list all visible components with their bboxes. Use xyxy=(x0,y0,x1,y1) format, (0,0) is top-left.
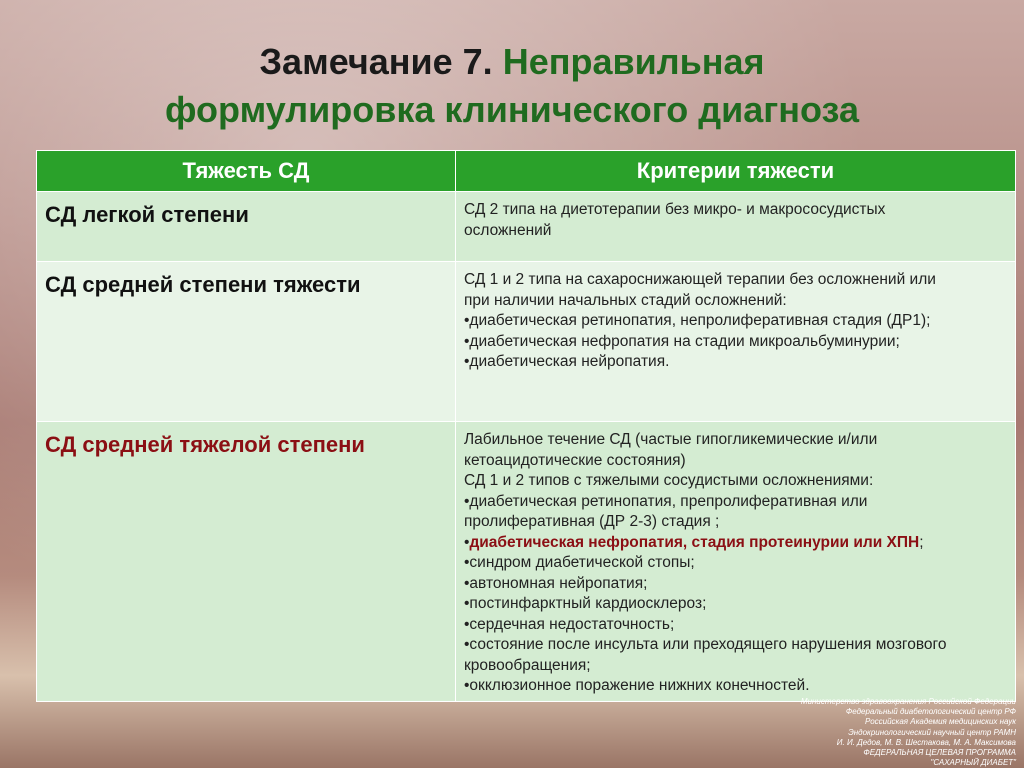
criteria-line: •диабетическая ретинопатия, непролиферативная стадия (ДР1); xyxy=(464,312,931,329)
criteria-line: •окклюзионное поражение нижних конечностей. xyxy=(464,677,810,694)
criteria-line: кровообращения; xyxy=(464,656,591,674)
criteria-line: СД 2 типа на диетотерапии без микро- и макрососудистых xyxy=(464,201,886,218)
header-severity: Тяжесть СД xyxy=(37,151,456,192)
table-row xyxy=(37,262,1016,422)
criteria-line-highlight xyxy=(464,533,1007,554)
title-line-2: формулировка клинического диагноза xyxy=(165,89,859,130)
criteria-line: СД 1 и 2 типов с тяжелыми сосудистыми осложнениями: xyxy=(464,472,874,489)
row-criteria-moderate xyxy=(456,262,1016,422)
row-criteria-severe xyxy=(456,422,1016,702)
row-label-severe: СД средней тяжелой степени xyxy=(37,422,456,702)
table-row xyxy=(37,422,1016,702)
severity-table xyxy=(36,150,1016,702)
highlight-tail: ; xyxy=(919,533,924,551)
criteria-line: •диабетическая нефропатия на стадии микроальбуминурии; xyxy=(464,332,900,350)
criteria-line: •постинфарктный кардиосклероз; xyxy=(464,595,707,612)
criteria-line: •состояние после инсульта или преходящего нарушения мозгового xyxy=(464,636,947,653)
criteria-line: •сердечная недостаточность; xyxy=(464,615,675,633)
header-criteria: Критерии тяжести xyxy=(456,151,1016,192)
credit-line: Российская Академия медицинских наук xyxy=(864,717,1016,727)
criteria-line: •автономная нейропатия; xyxy=(464,574,648,592)
criteria-line: •диабетическая нейропатия. xyxy=(464,353,670,370)
table-header-row xyxy=(37,151,1016,192)
criteria-line: осложнений xyxy=(464,221,552,239)
title-prefix: Замечание 7. xyxy=(259,41,493,82)
slide-title xyxy=(0,38,1024,134)
row-criteria-mild xyxy=(456,192,1016,262)
highlight-text: диабетическая нефропатия, стадия протеинурии или ХПН xyxy=(469,533,920,551)
bullet: • xyxy=(464,533,470,551)
row-label-mild: СД легкой степени xyxy=(37,192,456,262)
criteria-line: пролиферативная (ДР 2-3) стадия ; xyxy=(464,513,720,530)
credit-line: И. И. Дедов, М. В. Шестакова, М. А. Максимова xyxy=(836,737,1016,747)
credit-line: Федеральный диабетологический центр РФ xyxy=(845,707,1016,717)
credit-line: Эндокринологический научный центр РАМН xyxy=(848,727,1016,737)
criteria-line: •диабетическая ретинопатия, препролиферативная или xyxy=(464,492,868,510)
row-label-moderate: СД средней степени тяжести xyxy=(37,262,456,422)
source-credits xyxy=(686,697,1016,768)
title-highlight: Неправильная xyxy=(492,41,765,82)
credit-line: "САХАРНЫЙ ДИАБЕТ" xyxy=(930,758,1016,768)
criteria-line: при наличии начальных стадий осложнений: xyxy=(464,291,787,309)
criteria-line: Лабильное течение СД (частые гипогликемические и/или xyxy=(464,431,878,448)
criteria-line: •синдром диабетической стопы; xyxy=(464,554,695,571)
criteria-line: СД 1 и 2 типа на сахароснижающей терапии без осложнений или xyxy=(464,271,936,288)
credit-line: Министерство здравоохранения Российской Федерации xyxy=(800,697,1016,706)
criteria-line: кетоацидотические состояния) xyxy=(464,451,686,469)
credit-line: ФЕДЕРАЛЬНАЯ ЦЕЛЕВАЯ ПРОГРАММА xyxy=(863,748,1016,758)
table-row xyxy=(37,192,1016,262)
